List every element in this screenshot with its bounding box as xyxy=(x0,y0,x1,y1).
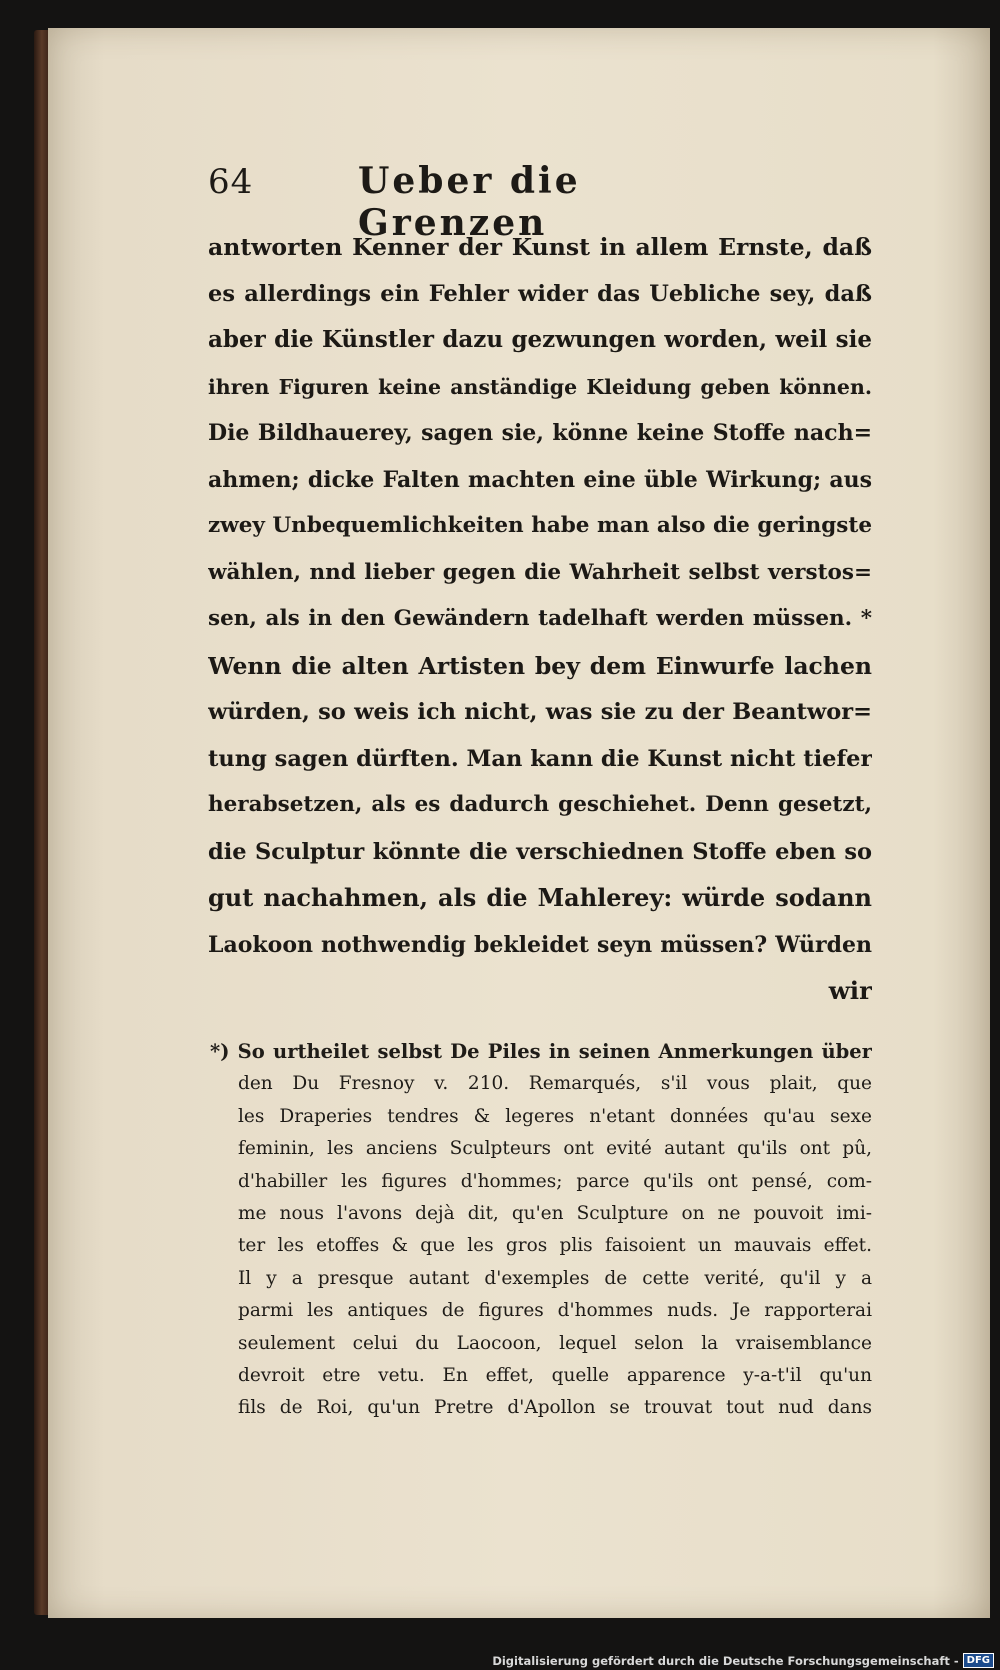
catchword: wir xyxy=(828,976,872,1005)
footnote-line: ter les etoffes & que les gros plis faisoient un mauvais effet. xyxy=(238,1235,872,1257)
text-line: wählen, nnd lieber gegen die Wahrheit selbst verstos= xyxy=(208,559,872,585)
text-line: würden, so weis ich nicht, was sie zu der Beantwor= xyxy=(208,699,872,725)
page-number: 64 xyxy=(208,162,254,202)
text-line: herabsetzen, als es dadurch geschiehet. Denn gesetzt, xyxy=(208,792,872,817)
text-line: zwey Unbequemlichkeiten habe man also die geringste xyxy=(208,513,872,538)
digitization-credit xyxy=(492,1653,994,1668)
main-text xyxy=(208,224,872,1015)
text-line: Die Bildhauerey, sagen sie, könne keine Stoffe nach= xyxy=(208,420,872,446)
footnote xyxy=(210,1036,872,1425)
text-line: aber die Künstler dazu gezwungen worden, weil sie xyxy=(208,326,872,353)
footnote-line: feminin, les anciens Sculpteurs ont evité autant qu'ils ont pû, xyxy=(238,1138,872,1160)
text-line: ahmen; dicke Falten machten eine üble Wirkung; aus xyxy=(208,466,872,493)
text-line: tung sagen dürften. Man kann die Kunst nicht tiefer xyxy=(208,745,872,772)
footnote-line: fils de Roi, qu'un Pretre d'Apollon se trouvat tout nud dans xyxy=(238,1397,872,1419)
running-head: Ueber die Grenzen xyxy=(358,160,581,244)
footnote-line: parmi les antiques de figures d'hommes nuds. Je rapporterai xyxy=(238,1300,872,1322)
text-line: ihren Figuren keine anständige Kleidung geben können. xyxy=(208,374,872,399)
footnote-line: devroit etre vetu. En effet, quelle apparence y-a-t'il qu'un xyxy=(238,1364,872,1386)
text-line: die Sculptur könnte die verschiednen Stoffe eben so xyxy=(208,838,872,865)
text-line: es allerdings ein Fehler wider das Uebliche sey, daß xyxy=(208,280,872,307)
footnote-line: d'habiller les figures d'hommes; parce qu'ils ont pensé, com- xyxy=(238,1170,872,1192)
text-line: Laokoon nothwendig bekleidet seyn müssen? Würden xyxy=(208,931,872,958)
text-line: antworten Kenner der Kunst in allem Ernste, daß xyxy=(208,233,872,261)
dfg-logo: DFG xyxy=(963,1653,994,1668)
footnote-line: me nous l'avons dejà dit, qu'en Sculpture on ne pouvoit imi- xyxy=(238,1202,872,1224)
text-line: Wenn die alten Artisten bey dem Einwurfe lachen xyxy=(208,651,872,680)
footnote-line: seulement celui du Laocoon, lequel selon la vraisemblance xyxy=(238,1332,872,1354)
credit-text: Digitalisierung gefördert durch die Deutsche Forschungsgemeinschaft - xyxy=(492,1653,959,1668)
footnote-line: Il y a presque autant d'exemples de cette verité, qu'il y a xyxy=(238,1267,872,1289)
text-line: sen, als in den Gewändern tadelhaft werden müssen. * xyxy=(208,606,872,631)
text-line: gut nachahmen, als die Mahlerey: würde sodann xyxy=(208,883,872,912)
footnote-line: den Du Fresnoy v. 210. Remarqués, s'il vous plait, que xyxy=(238,1073,872,1095)
footnote-line: les Draperies tendres & legeres n'etant données qu'au sexe xyxy=(238,1105,872,1127)
footnote-line: *) So urtheilet selbst De Piles in seinen Anmerkungen über xyxy=(210,1040,872,1063)
page-header xyxy=(208,160,728,244)
